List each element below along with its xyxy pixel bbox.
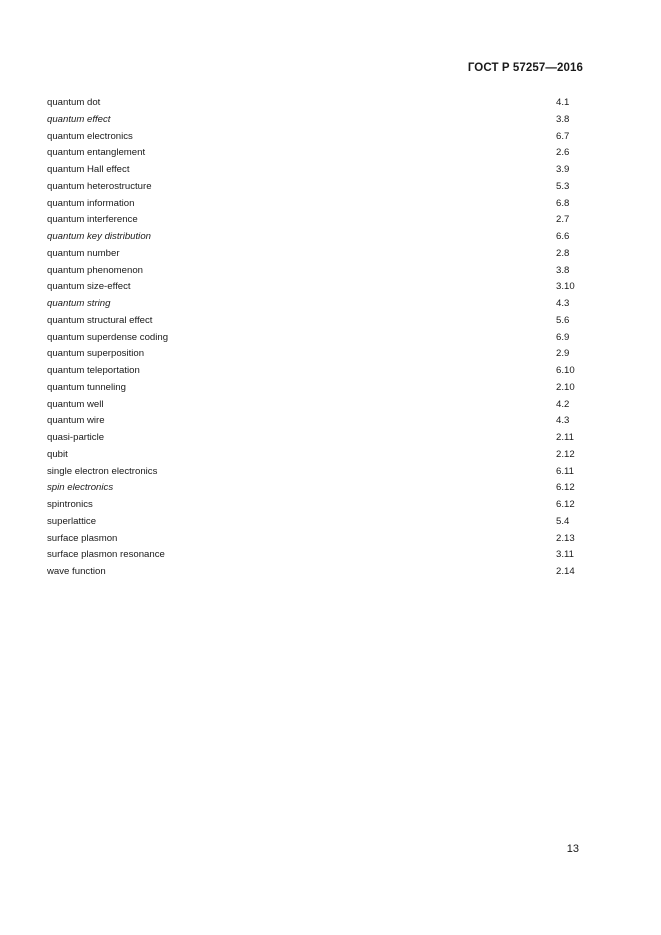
document-code: ГОСТ Р 57257—2016 [467, 62, 583, 74]
index-term: qubit [47, 448, 68, 460]
index-reference: 5.4 [556, 515, 570, 527]
index-term: quantum size-effect [47, 281, 131, 293]
index-term: quantum structural effect [47, 314, 153, 326]
index-reference: 3.10 [556, 281, 575, 293]
index-term: quantum heterostructure [47, 180, 152, 192]
index-term: superlattice [47, 515, 97, 527]
index-term: quantum superposition [47, 348, 145, 360]
index-reference: 4.3 [556, 298, 570, 309]
index-reference: 6.12 [556, 482, 575, 494]
index-row [47, 162, 574, 179]
index-row [47, 229, 574, 246]
index-row [47, 564, 574, 581]
index-reference: 2.11 [556, 432, 574, 443]
index-row [47, 330, 574, 347]
index-term: quantum key distribution [47, 231, 151, 242]
index-term: spin electronics [47, 482, 114, 494]
index-row [47, 129, 574, 146]
index-term: quantum teleportation [47, 365, 140, 376]
index-row [47, 95, 574, 112]
index-reference: 5.3 [556, 180, 570, 192]
index-row [47, 547, 574, 564]
index-reference: 6.11 [556, 465, 574, 477]
index-row [47, 313, 574, 330]
index-term: surface plasmon [47, 532, 118, 544]
index-reference: 2.10 [556, 381, 575, 393]
index-term: quantum information [47, 197, 135, 209]
index-row [47, 514, 574, 531]
index-row [47, 112, 574, 129]
index-term: quantum effect [47, 113, 111, 125]
index-term: spintronics [47, 499, 93, 510]
index-term: quantum interference [47, 214, 138, 226]
index-reference: 6.8 [556, 197, 570, 209]
index-row [47, 296, 574, 313]
index-reference: 3.8 [556, 113, 570, 125]
index-reference: 2.6 [556, 147, 570, 159]
index-term: quantum superdense coding [47, 331, 169, 343]
index-term: quantum entanglement [47, 147, 146, 159]
index-reference: 6.12 [556, 499, 575, 510]
index-term: single electron electronics [47, 465, 158, 477]
index-row [47, 179, 574, 196]
index-reference: 6.9 [556, 331, 570, 343]
index-term: surface plasmon resonance [47, 549, 165, 561]
index-term: quantum tunneling [47, 381, 126, 393]
index-reference: 4.1 [556, 97, 570, 108]
index-reference: 2.9 [556, 348, 570, 360]
index-reference: 6.6 [556, 231, 570, 242]
index-row [47, 413, 574, 430]
index-row [47, 196, 574, 213]
index-term: quantum Hall effect [47, 164, 130, 175]
index-term: quantum electronics [47, 130, 133, 142]
index-term: quantum number [47, 247, 120, 259]
index-row [47, 480, 574, 497]
index-row [47, 263, 574, 280]
index-row [47, 497, 574, 514]
index-reference: 3.11 [556, 549, 574, 561]
index-reference: 6.7 [556, 130, 570, 142]
index-reference: 2.8 [556, 247, 570, 259]
index-reference: 3.9 [556, 164, 570, 175]
term-index-list [47, 95, 574, 581]
index-reference: 2.12 [556, 448, 575, 460]
page-number: 13 [566, 843, 579, 855]
index-term: quasi-particle [47, 432, 105, 443]
index-row [47, 464, 574, 481]
index-row [47, 380, 574, 397]
index-term: quantum wire [47, 415, 105, 427]
index-reference: 4.2 [556, 398, 570, 410]
index-reference: 3.8 [556, 264, 570, 276]
index-row [47, 447, 574, 464]
index-row [47, 145, 574, 162]
index-row [47, 430, 574, 447]
index-reference: 2.14 [556, 566, 575, 577]
index-reference: 4.3 [556, 415, 570, 427]
index-reference: 2.13 [556, 532, 575, 544]
index-reference: 2.7 [556, 214, 570, 226]
index-row [47, 279, 574, 296]
index-row [47, 397, 574, 414]
index-term: quantum dot [47, 97, 101, 108]
index-row [47, 212, 574, 229]
index-reference: 6.10 [556, 365, 575, 376]
index-row [47, 363, 574, 380]
index-term: quantum well [47, 398, 104, 410]
index-term: quantum phenomenon [47, 264, 144, 276]
index-term: quantum string [47, 298, 111, 309]
index-row [47, 246, 574, 263]
index-term: wave function [47, 566, 106, 577]
index-row [47, 346, 574, 363]
index-row [47, 531, 574, 548]
index-reference: 5.6 [556, 314, 570, 326]
